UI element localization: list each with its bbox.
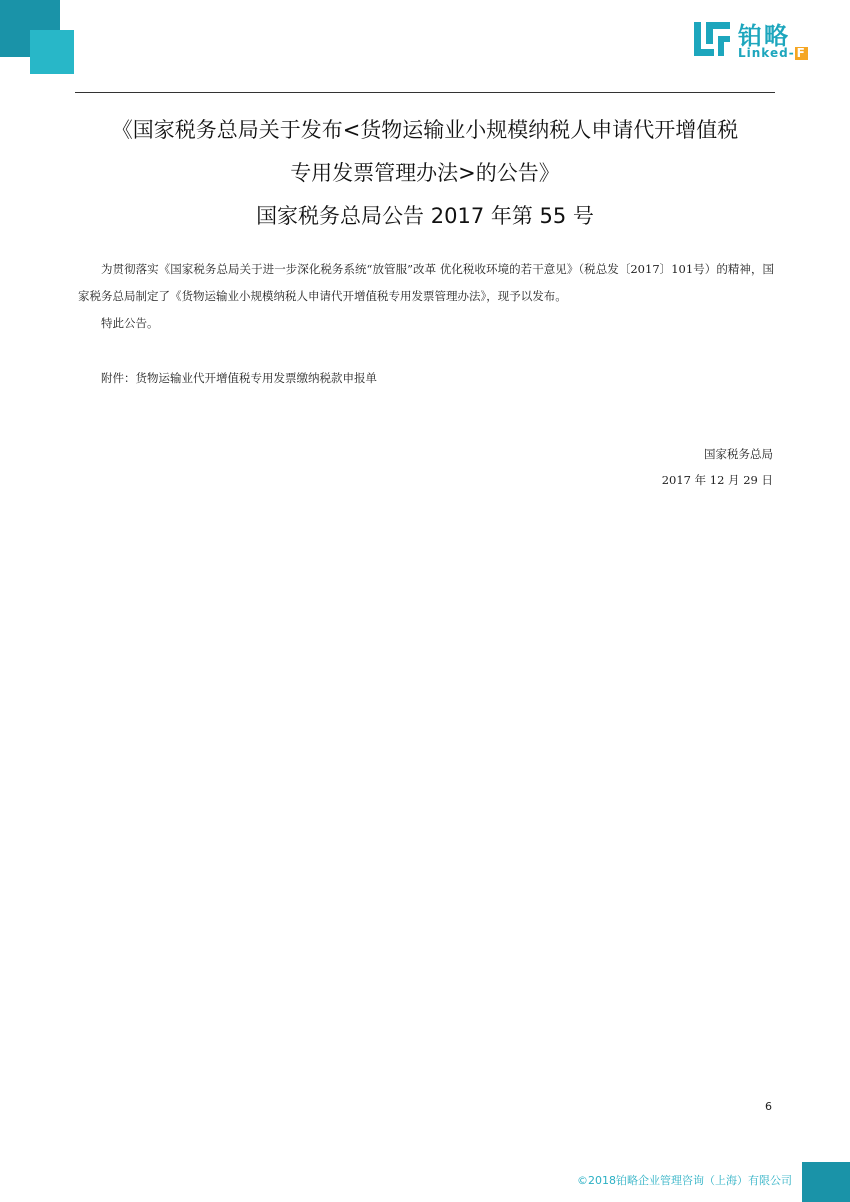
logo-mark-icon [692, 20, 732, 60]
document-title-line-1: 《国家税务总局关于发布<货物运输业小规模纳税人申请代开增值税 [111, 118, 739, 142]
signature-issuer: 国家税务总局 [704, 447, 773, 461]
header-divider [75, 92, 775, 93]
brand-name-cn: 铂略 [738, 22, 790, 50]
closing-statement: 特此公告。 [101, 316, 159, 330]
body-paragraph: 为贯彻落实《国家税务总局关于进一步深化税务系统“放管服”改革 优化税收环境的若干意见》（税总发〔2017〕101号）的精神，国家税务总局制定了《货物运输业小规模纳税人申请代开增值税专用发票管理办法》，现予以发布。 [78, 262, 774, 303]
corner-decoration-bottom-right [802, 1162, 850, 1202]
brand-badge: F [796, 46, 806, 60]
signature-date: 2017 年 12 月 29 日 [661, 473, 773, 487]
attachment-note: 附件：货物运输业代开增值税专用发票缴纳税款申报单 [101, 371, 377, 385]
brand-name-en: Linked- F [738, 46, 806, 60]
announcement-number: 国家税务总局公告 2017 年第 55 号 [256, 204, 594, 228]
corner-decoration-light [30, 30, 74, 74]
page-number: 6 [765, 1100, 772, 1113]
brand-logo [692, 18, 814, 62]
footer-copyright: ©2018铂略企业管理咨询（上海）有限公司 [577, 1174, 792, 1187]
document-title-line-2: 专用发票管理办法>的公告》 [290, 161, 560, 185]
